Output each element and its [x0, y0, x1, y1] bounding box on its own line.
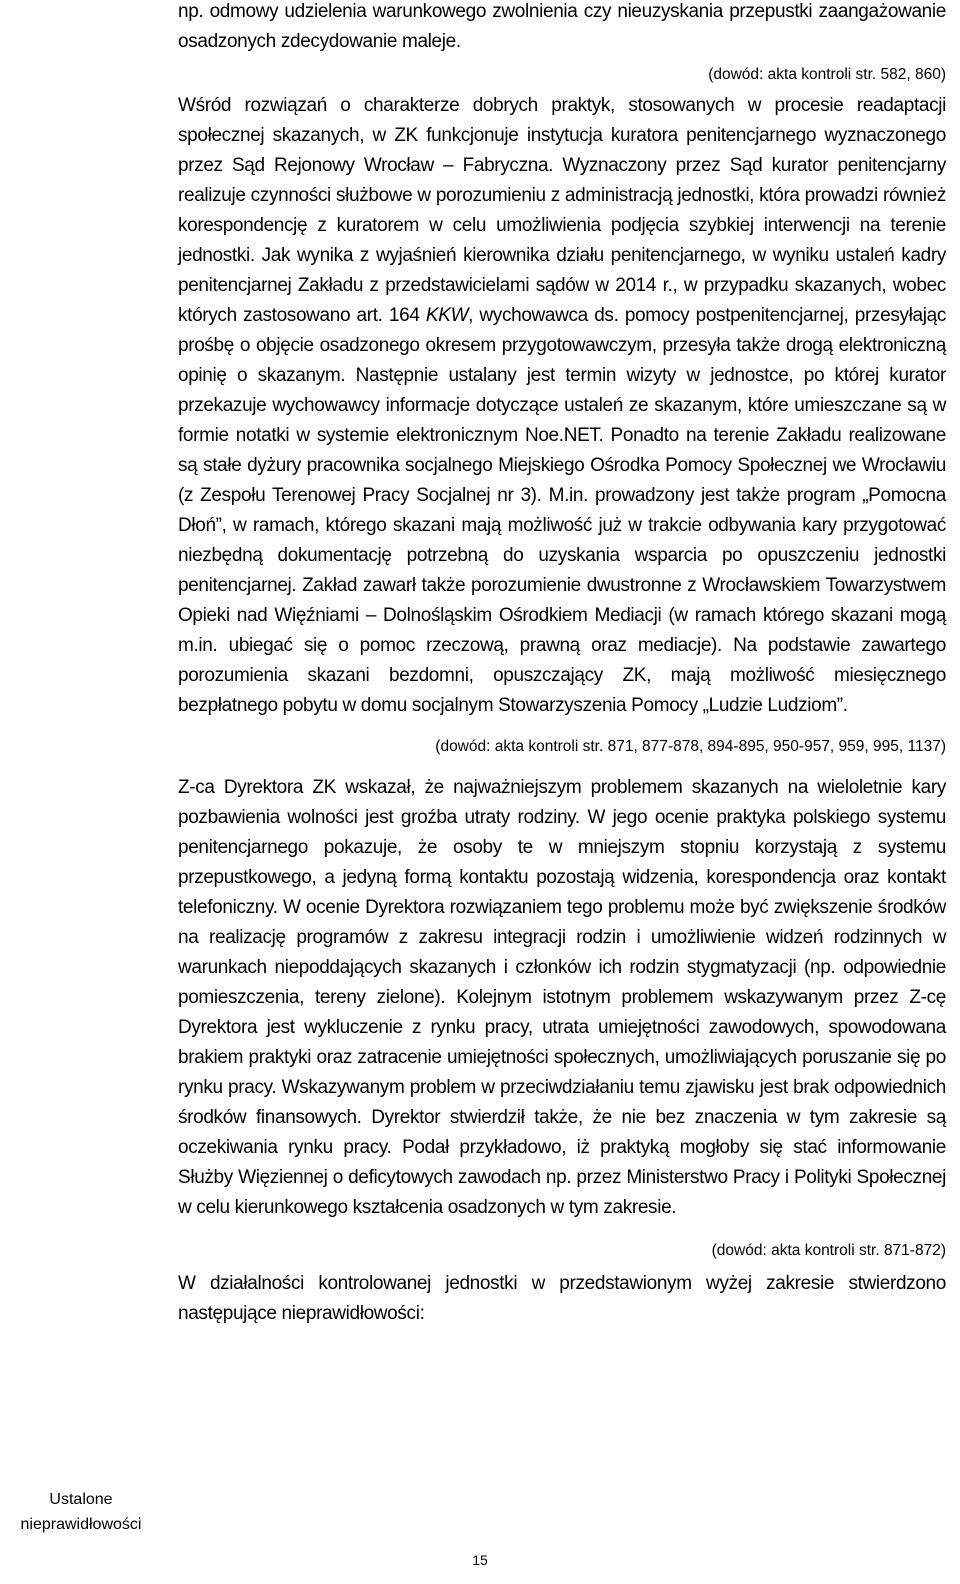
evidence-citation: (dowód: akta kontroli str. 871, 877-878, 894-895, 950-957, 959, 995, 1137) — [435, 738, 946, 755]
paragraph-text: Wśród rozwiązań o charakterze dobrych praktyk, stosowanych w procesie readaptacji społecznej skazanych, w ZK funkcjonuje instytucja kuratora penitencjarnego wyznaczonego przez Sąd Rejonowy Wrocław – Fabryczna. Wyznaczony przez Sąd kurator penitencjarny realizuje czynności służbowe w porozumieniu z administracją jednostki, która prowadzi również korespondencję z kuratorem w celu umożliwienia podjęcia szybkiej interwencji na terenie jednostki. Jak wynika z wyjaśnień kierownika działu penitencjarnego, w wyniku ustaleń kadry penitencjarnej Zakładu z przedstawicielami sądów w 2014 r., w przypadku skazanych, wobec których zastosowano art. 164 — [178, 95, 946, 326]
evidence-citation: (dowód: akta kontroli str. 582, 860) — [708, 66, 946, 83]
evidence-citation: (dowód: akta kontroli str. 871-872) — [711, 1242, 946, 1259]
paragraph-text: , wychowawca ds. pomocy postpenitencjarnej, przesyłając prośbę o objęcie osadzonego okresem przygotowawczym, przesyła także drogą elektroniczną opinię o skazanym. Następnie ustalany jest termin wizyty w jednostce, po której kurator przekazuje wychowawcy informacje dotyczące ustaleń ze skazanym, które umieszczane są w formie notatki w systemie elektronicznym Noe.NET. Ponadto na terenie Zakładu realizowane są stałe dyżury pracownika socjalnego Miejskiego Ośrodka Pomocy Społecznej we Wrocławiu (z Zespołu Terenowej Pracy Socjalnej nr 3). M.in. prowadzony jest także program „Pomocna Dłoń”, w ramach, którego skazani mają możliwość już w trakcie odbywania kary przygotować niezbędną dokumentację potrzebną do uzyskania wsparcia po opuszczeniu jednostki penitencjarnej. Zakład zawarł także porozumienie dwustronne z Wrocławskiem Towarzystwem Opieki nad Więźniami – Dolnośląskim Ośrodkiem Mediacji (w ramach którego skazani mogą m.in. ubiegać się o pomoc rzeczową, prawną oraz mediacje). Na podstawie zawartego porozumienia skazani bezdomni, opuszczający ZK, mają możliwość miesięcznego bezpłatnego pobytu w domu socjalnym Stowarzyszenia Pomocy „Ludzie Ludziom”. — [178, 305, 946, 716]
section-side-label: Ustalone nieprawidłowości — [20, 1491, 142, 1533]
main-text-column — [178, 0, 946, 1329]
kkw-abbreviation: KKW — [425, 305, 469, 326]
paragraph-irregularities: W działalności kontrolowanej jednostki w przedstawionym wyżej zakresie stwierdzono następujące nieprawidłowości: — [178, 1273, 946, 1324]
paragraph-good-practices — [178, 91, 946, 721]
paragraph-deputy-director: Z-ca Dyrektora ZK wskazał, że najważniejszym problemem skazanych na wieloletnie kary pozbawienia wolności jest groźba utraty rodziny. W jego ocenie praktyka polskiego systemu penitencjarnego pokazuje, że osoby te w mniejszym stopniu korzystają z systemu przepustkowego, a jedyną formą kontaktu pozostają widzenia, korespondencja oraz kontakt telefoniczny. W ocenie Dyrektora rozwiązaniem tego problemu może być zwiększenie środków na realizację programów z zakresu integracji rodzin i umożliwienie widzeń rodzinnych w warunkach niepoddających skazanych i członków ich rodzin stygmatyzacji (np. odpowiednie pomieszczenia, tereny zielone). Kolejnym istotnym problemem wskazywanym przez Z-cę Dyrektora jest wykluczenie z rynku pracy, utrata umiejętności zawodowych, spowodowana brakiem praktyki oraz zatracenie umiejętności społecznych, umożliwiających poruszanie się po rynku pracy. Wskazywanym problem w przeciwdziałaniu temu zjawisku jest brak odpowiednich środków finansowych. Dyrektor stwierdził także, że nie bez znaczenia w tym zakresie są oczekiwania rynku pracy. Podał przykładowo, iż praktyką mogłoby się stać informowanie Służby Więziennej o deficytowych zawodach np. przez Ministerstwo Pracy i Polityki Społecznej w celu kierunkowego kształcenia osadzonych w tym zakresie. — [178, 777, 946, 1218]
page-number: 15 — [472, 1552, 488, 1568]
paragraph-continued: np. odmowy udzielenia warunkowego zwolnienia czy nieuzyskania przepustki zaangażowanie osadzonych zdecydowanie maleje. — [178, 1, 946, 52]
